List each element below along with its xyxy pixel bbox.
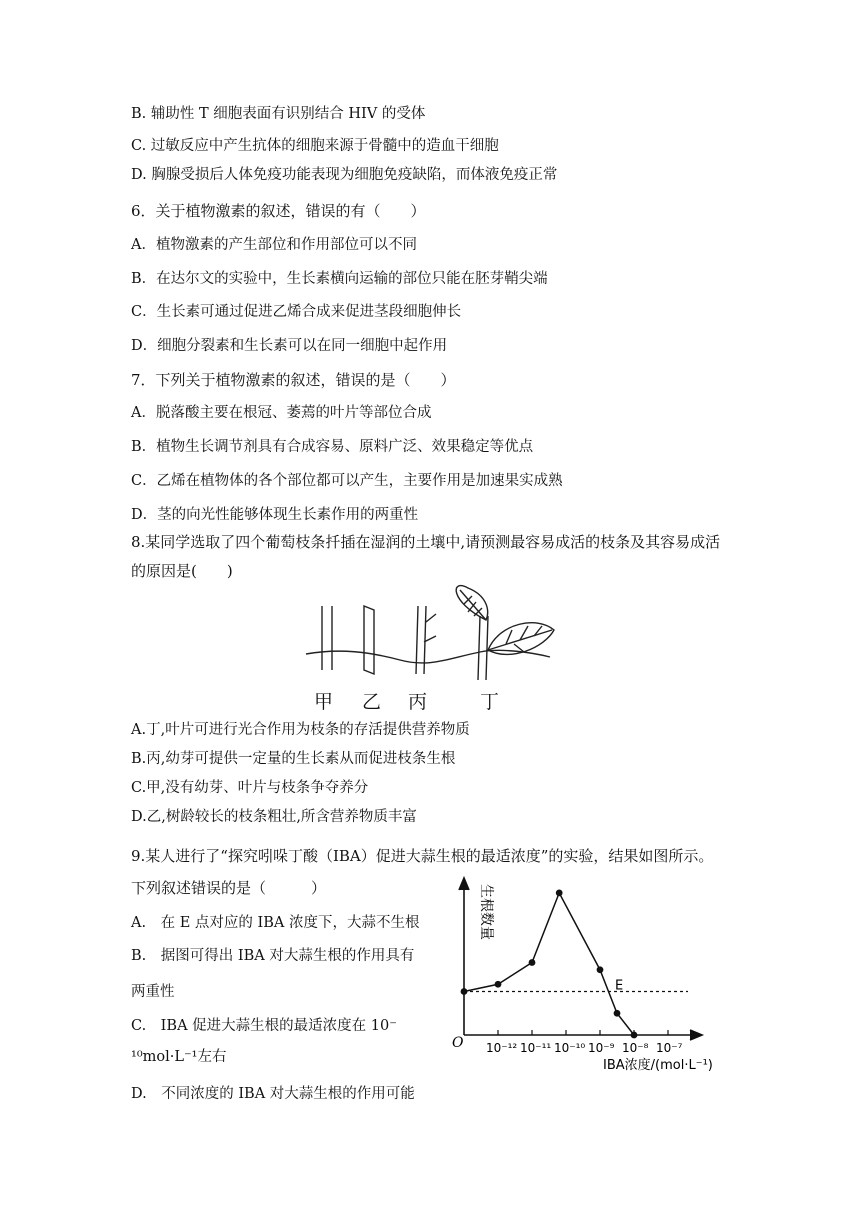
q5-option-c: C. 过敏反应中产生抗体的细胞来源于骨髓中的造血干细胞: [131, 138, 499, 154]
q8-option-a: A.丁,叶片可进行光合作用为枝条的存活提供营养物质: [131, 722, 470, 738]
question-9-line-1: 9.某人进行了“探究吲哚丁酸（IBA）促进大蒜生根的最适浓度”的实验，结果如图所示。: [131, 847, 714, 865]
soil-line: [306, 650, 550, 663]
annotation-e: E: [615, 978, 624, 994]
q9-option-d: D. 不同浓度的 IBA 对大蒜生根的作用可能: [131, 1086, 415, 1102]
data-point-3: [556, 890, 563, 897]
q6-option-a: A．植物激素的产生部位和作用部位可以不同: [131, 237, 417, 253]
x-axis-arrow: [690, 1030, 702, 1040]
y-axis-label: 生根数量: [478, 884, 494, 940]
cutting-yi: [364, 606, 374, 674]
q8-option-c: C.甲,没有幼芽、叶片与枝条争夺养分: [131, 780, 369, 796]
q7-option-c: C．乙烯在植物体的各个部位都可以产生，主要作用是加速果实成熟: [131, 473, 563, 489]
x-axis-label: IBA浓度/(mol·L⁻¹): [603, 1058, 713, 1073]
cutting-jia: [322, 606, 332, 670]
y-axis-arrow: [459, 878, 469, 890]
data-point-4: [597, 966, 604, 973]
data-point-1: [495, 981, 502, 988]
data-point-0: [461, 988, 468, 995]
data-point-2: [529, 959, 536, 966]
data-point-5: [614, 1010, 621, 1017]
question-9-line-2: 下列叙述错误的是（ ）: [131, 879, 327, 897]
x-tick-label-0: 10⁻¹²: [486, 1041, 518, 1055]
q5-option-d: D. 胸腺受损后人体免疫功能表现为细胞免疫缺陷，而体液免疫正常: [131, 167, 558, 183]
q6-option-c: C．生长素可通过促进乙烯合成来促进茎段细胞伸长: [131, 304, 462, 320]
question-8-line-1: 8.某同学选取了四个葡萄枝条扦插在湿润的土壤中,请预测最容易成活的枝条及其容易成活: [131, 533, 721, 551]
x-tick-label-1: 10⁻¹¹: [520, 1041, 552, 1055]
q8-option-b: B.丙,幼芽可提供一定量的生长素从而促进枝条生根: [131, 751, 456, 767]
q7-option-b: B．植物生长调节剂具有合成容易、原料广泛、效果稳定等优点: [131, 439, 534, 455]
x-tick-label-2: 10⁻¹⁰: [554, 1041, 586, 1055]
q5-option-b: B. 辅助性 T 细胞表面有识别结合 HIV 的受体: [131, 106, 426, 122]
leaf-upper: [456, 586, 488, 620]
q9-option-c-line-1: C. IBA 促进大蒜生根的最适浓度在 10⁻: [131, 1018, 397, 1034]
q9-option-b-line-2: 两重性: [131, 984, 175, 1000]
cuttings-figure: [300, 582, 560, 712]
iba-chart: [440, 870, 750, 1080]
q7-option-d: D．茎的向光性能够体现生长素作用的两重性: [131, 507, 419, 523]
cutting-label-ding: 丁: [480, 691, 500, 713]
x-tick-label-4: 10⁻⁸: [622, 1041, 649, 1055]
cutting-label-yi: 乙: [362, 691, 382, 713]
q6-option-d: D．细胞分裂素和生长素可以在同一细胞中起作用: [131, 338, 448, 354]
question-8-line-2: 的原因是( ): [131, 562, 233, 580]
question-6: 6．关于植物激素的叙述，错误的有（ ）: [131, 202, 426, 220]
origin-label: O: [452, 1035, 464, 1051]
cutting-label-jia: 甲: [314, 691, 334, 713]
cutting-bing: [416, 606, 436, 674]
question-7: 7．下列关于植物激素的叙述，错误的是（ ）: [131, 371, 456, 389]
x-tick-label-3: 10⁻⁹: [588, 1041, 615, 1055]
q9-option-c-line-2: ¹⁰mol·L⁻¹左右: [131, 1049, 227, 1065]
q8-option-d: D.乙,树龄较长的枝条粗壮,所含营养物质丰富: [131, 809, 417, 825]
cutting-label-bing: 丙: [408, 691, 428, 713]
q6-option-b: B．在达尔文的实验中，生长素横向运输的部位只能在胚芽鞘尖端: [131, 271, 548, 287]
x-tick-label-5: 10⁻⁷: [656, 1041, 683, 1055]
cutting-ding: [478, 616, 488, 680]
q9-option-b-line-1: B. 据图可得出 IBA 对大蒜生根的作用具有: [131, 948, 415, 964]
q9-option-a: A. 在 E 点对应的 IBA 浓度下，大蒜不生根: [131, 915, 420, 931]
q7-option-a: A．脱落酸主要在根冠、萎蔫的叶片等部位合成: [131, 405, 432, 421]
